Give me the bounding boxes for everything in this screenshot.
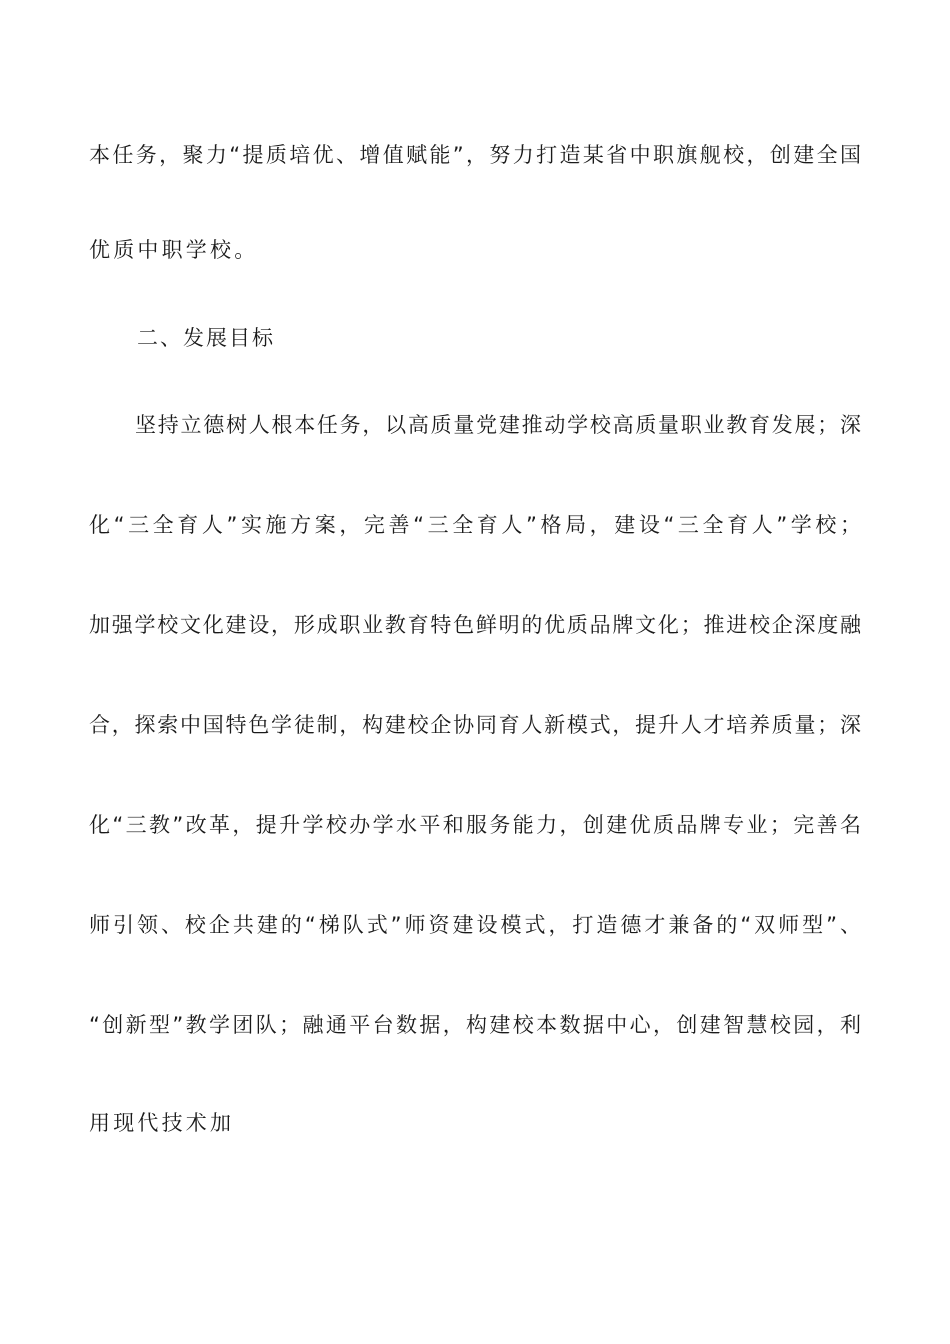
- paragraph-line: 坚持立德树人根本任务，以高质量党建推动学校高质量职业教育发展；深: [135, 413, 861, 437]
- paragraph-line: 用现代技术加: [89, 1111, 235, 1135]
- paragraph-line: 化“三全育人”实施方案，完善“三全育人”格局，建设“三全育人”学校；: [89, 513, 861, 537]
- paragraph-line: 本任务，聚力“提质培优、增值赋能”，努力打造某省中职旗舰校，创建全国: [89, 143, 861, 167]
- section-heading: 二、发展目标: [137, 326, 275, 350]
- paragraph-line: 优质中职学校。: [89, 238, 259, 262]
- paragraph-line: “创新型”教学团队；融通平台数据，构建校本数据中心，创建智慧校园，利: [89, 1013, 861, 1037]
- paragraph-line: 合，探索中国特色学徒制，构建校企协同育人新模式，提升人才培养质量；深: [89, 713, 861, 737]
- paragraph-line: 化“三教”改革，提升学校办学水平和服务能力，创建优质品牌专业；完善名: [89, 813, 861, 837]
- paragraph-line: 师引领、校企共建的“梯队式”师资建设模式，打造德才兼备的“双师型”、: [89, 913, 861, 937]
- paragraph-line: 加强学校文化建设，形成职业教育特色鲜明的优质品牌文化；推进校企深度融: [89, 613, 861, 637]
